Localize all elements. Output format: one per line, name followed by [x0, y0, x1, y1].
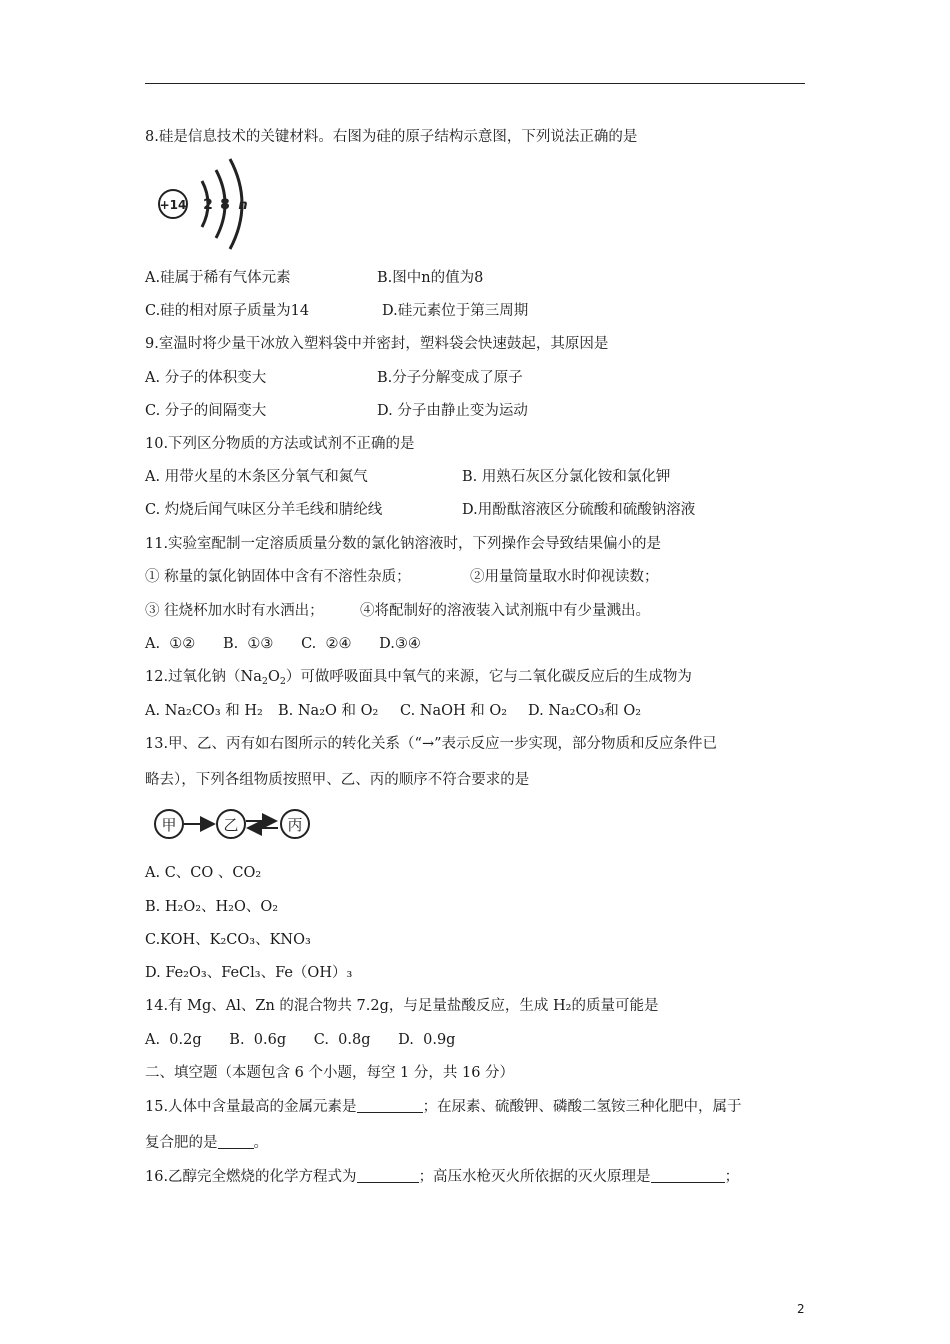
q16-line1: [145, 1167, 739, 1187]
q11-item-3: ③ 往烧杯加水时有水洒出；: [145, 603, 324, 619]
q10-options-row2: [145, 500, 696, 520]
q13-stem-line1: 13.甲、乙、丙有如右图所示的转化关系（“→”表示反应一步实现，部分物质和反应条件已: [145, 736, 718, 752]
q15-blank-1[interactable]: [357, 1098, 423, 1113]
q12-option-a: A. Na₂CO₃ 和 H₂: [145, 703, 263, 719]
q11-item-1: ① 称量的氯化钠固体中含有不溶性杂质；: [145, 569, 411, 585]
shell-2-electrons: 8: [220, 197, 230, 213]
q11-item-4: ④将配制好的溶液装入试剂瓶中有少量溅出。: [360, 603, 650, 619]
q14-stem: 14.有 Mg、Al、Zn 的混合物共 7.2g，与足量盐酸反应，生成 H₂的质量可能是: [145, 998, 659, 1014]
q15-text-3: 复合肥的是: [145, 1135, 218, 1151]
q12-stem-sub1: 2: [261, 676, 268, 687]
q11-options: A. ①② B. ①③ C. ②④ D.③④: [145, 636, 421, 652]
q11-item-2: ②用量筒量取水时仰视读数；: [470, 569, 659, 585]
q16-blank-1[interactable]: [357, 1168, 419, 1183]
q9-stem: 9.室温时将少量干冰放入塑料袋中并密封，塑料袋会快速鼓起，其原因是: [145, 336, 609, 352]
q8-options-row1: [145, 268, 484, 288]
shell-3-electrons: n: [238, 198, 248, 213]
q15-line2: [145, 1133, 268, 1153]
section-2-heading: 二、填空题（本题包含 6 个小题，每空 1 分，共 16 分）: [145, 1065, 515, 1081]
shell-1-electrons: 2: [203, 197, 213, 213]
q16-text-3: ；: [724, 1169, 740, 1185]
q12-stem-pre: 12.过氧化钠（Na: [145, 669, 262, 685]
q10-option-c: C. 灼烧后闻气味区分羊毛线和腈纶线: [145, 502, 383, 518]
q8-option-b: B.图中n的值为8: [377, 270, 484, 286]
q12-option-b: B. Na₂O 和 O₂: [278, 703, 379, 719]
node-jia-label: 甲: [161, 816, 177, 834]
q15-text-2: ；在尿素、硫酸钾、磷酸二氢铵三种化肥中，属于: [422, 1099, 742, 1115]
q9-option-b: B.分子分解变成了原子: [377, 370, 523, 386]
q15-text-4: 。: [253, 1135, 268, 1151]
q12-stem-mid: O: [267, 669, 280, 685]
q12-option-d: D. Na₂CO₃和 O₂: [528, 703, 642, 719]
page-number: 2: [797, 1302, 805, 1316]
q9-option-a: A. 分子的体积变大: [145, 370, 267, 386]
q8-option-c: C.硅的相对原子质量为14: [145, 303, 310, 319]
q10-option-b: B. 用熟石灰区分氯化铵和氯化钾: [462, 469, 671, 485]
q15-line1: [145, 1097, 742, 1117]
q11-stem: 11.实验室配制一定溶质质量分数的氯化钠溶液时，下列操作会导致结果偏小的是: [145, 536, 662, 552]
q10-option-a: A. 用带火星的木条区分氧气和氮气: [145, 469, 368, 485]
q10-options-row1: [145, 467, 671, 487]
q13-option-d: D. Fe₂O₃、FeCl₃、Fe（OH）₃: [145, 965, 353, 981]
q11-items-row2: [145, 601, 650, 621]
q15-text-1: 15.人体中含量最高的金属元素是: [145, 1099, 357, 1115]
q10-stem: 10.下列区分物质的方法或试剂不正确的是: [145, 436, 415, 452]
q11-items-row1: [145, 567, 659, 587]
q8-stem: 8.硅是信息技术的关键材料。右图为硅的原子结构示意图，下列说法正确的是: [145, 129, 638, 145]
q13-option-a: A. C、CO 、CO₂: [145, 865, 262, 881]
q12-stem: [145, 667, 692, 687]
q13-stem-line2: 略去），下列各组物质按照甲、乙、丙的顺序不符合要求的是: [145, 772, 530, 788]
node-yi-label: 乙: [223, 816, 239, 834]
q9-option-d: D. 分子由静止变为运动: [377, 403, 528, 419]
q14-options: A. 0.2g B. 0.6g C. 0.8g D. 0.9g: [145, 1032, 456, 1048]
nucleus-label: +14: [159, 198, 187, 212]
q13-option-b: B. H₂O₂、H₂O、O₂: [145, 899, 279, 915]
q12-stem-post: ）可做呼吸面具中氧气的来源，它与二氧化碳反应后的生成物为: [285, 669, 692, 685]
q12-options: [145, 701, 642, 721]
silicon-atom-diagram: [150, 153, 260, 253]
q8-option-d: D.硅元素位于第三周期: [382, 303, 529, 319]
q16-text-2: ；高压水枪灭火所依据的灭火原理是: [418, 1169, 651, 1185]
q8-option-a: A.硅属于稀有气体元素: [145, 270, 291, 286]
header-rule: [145, 83, 805, 84]
q13-option-c: C.KOH、K₂CO₃、KNO₃: [145, 932, 311, 948]
node-bing-label: 丙: [287, 816, 303, 834]
q9-option-c: C. 分子的间隔变大: [145, 403, 267, 419]
q16-text-1: 16.乙醇完全燃烧的化学方程式为: [145, 1169, 357, 1185]
q12-option-c: C. NaOH 和 O₂: [400, 703, 508, 719]
q15-blank-2[interactable]: [218, 1134, 254, 1149]
q9-options-row1: [145, 368, 523, 388]
conversion-diagram: [152, 806, 317, 842]
q10-option-d: D.用酚酞溶液区分硫酸和硫酸钠溶液: [462, 502, 696, 518]
q9-options-row2: [145, 401, 528, 421]
q8-options-row2: [145, 301, 529, 321]
q16-blank-2[interactable]: [651, 1168, 725, 1183]
q12-stem-sub2: 2: [279, 676, 286, 687]
